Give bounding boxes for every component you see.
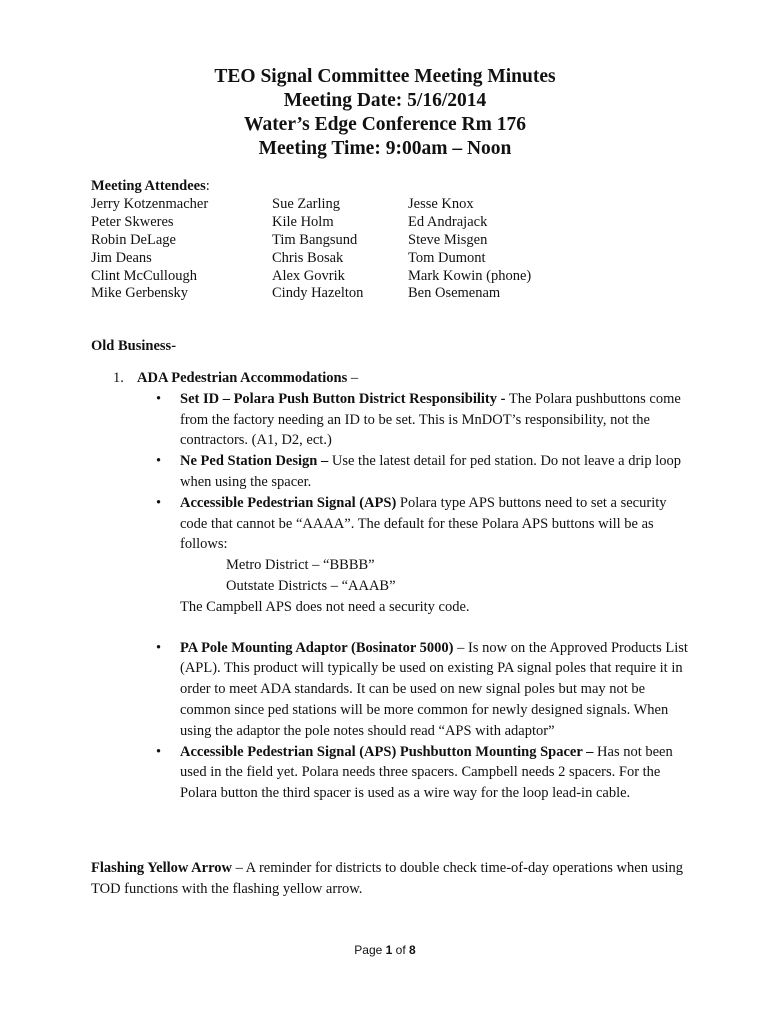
- attendee-name: Robin DeLage: [91, 231, 176, 248]
- flashing-yellow-arrow-paragraph: [91, 858, 691, 900]
- bullet-marker: •: [156, 453, 162, 470]
- bullet-list: [91, 389, 691, 804]
- page-of-label: of: [392, 943, 410, 957]
- attendee-name: Ed Andrajack: [408, 213, 488, 230]
- attendee-name: Jesse Knox: [408, 195, 474, 212]
- bullet-marker: •: [156, 639, 162, 656]
- title-block: [0, 65, 770, 161]
- bullet-bold-text: PA Pole Mounting Adaptor (Bosinator 5000): [180, 639, 454, 656]
- item-number: 1.: [113, 370, 124, 386]
- title-line-4: Meeting Time: 9:00am – Noon: [258, 138, 512, 159]
- bullet-bold-text: Ne Ped Station Design –: [180, 453, 329, 470]
- page-footer: [0, 943, 770, 957]
- blank-line: [180, 618, 691, 638]
- attendees-column-3: [408, 196, 608, 303]
- attendee-name: Jim Deans: [91, 249, 152, 266]
- flashing-yellow-text: – A reminder for districts to double check time-of-day operations when using TOD functions with the flashing yellow arrow.: [91, 860, 683, 897]
- bullet-text: Use the latest detail for ped station. Do not leave a drip loop when using the spacer.: [180, 453, 681, 490]
- attendee-name: Cindy Hazelton: [272, 285, 364, 302]
- security-code-outstate: Outstate Districts – “AAAB”: [226, 577, 396, 594]
- flashing-yellow-heading: Flashing Yellow Arrow: [91, 860, 232, 876]
- attendee-name: Tim Bangsund: [272, 231, 358, 248]
- list-item: [156, 638, 691, 742]
- list-item: [156, 742, 691, 804]
- campbell-note: The Campbell APS does not need a security code.: [180, 598, 470, 615]
- title-line-1: TEO Signal Committee Meeting Minutes: [214, 66, 556, 87]
- list-item: [156, 493, 691, 638]
- bullet-text: – Is now on the Approved Products List (APL). This product will typically be used on existing PA signal poles that require it in order to meet ADA standards. It can be used on new signal poles but may not be common since ped stations will be more common for newly designed signals. When using the adaptor the pole notes should read “APS with adaptor”: [180, 639, 688, 739]
- bullet-marker: •: [156, 390, 162, 407]
- attendee-name: Tom Dumont: [408, 249, 486, 266]
- attendee-name: Clint McCullough: [91, 267, 197, 284]
- page-label: Page: [354, 943, 386, 957]
- bullet-text: Has not been used in the field yet. Polara needs three spacers. Campbell needs 2 spacers. For the Polara button the third spacer is used as a wire way for the loop lead-in cable.: [180, 743, 673, 802]
- attendee-name: Chris Bosak: [272, 249, 344, 266]
- attendees-heading: [91, 178, 608, 196]
- item-title-wrap: [113, 368, 358, 389]
- list-item: [156, 389, 691, 451]
- attendee-name: Alex Govrik: [272, 267, 345, 284]
- attendees-heading-colon: :: [205, 178, 210, 194]
- list-item: [156, 451, 691, 493]
- attendee-name: Ben Osemenam: [408, 285, 501, 302]
- attendees-heading-text: Meeting Attendees: [91, 178, 206, 194]
- bullet-bold-text: Set ID – Polara Push Button District Responsibility -: [180, 390, 506, 407]
- page-total: 8: [409, 943, 416, 957]
- item-title: ADA Pedestrian Accommodations: [137, 370, 348, 386]
- bullet-text: The Polara pushbuttons come from the factory needing an ID to be set. This is MnDOT’s responsibility, not the contractors. (A1, D2, ect.): [180, 390, 681, 449]
- bullet-marker: •: [156, 743, 162, 760]
- old-business-content: [91, 368, 691, 804]
- attendee-name: Kile Holm: [272, 213, 334, 230]
- page-number: 1: [385, 943, 393, 957]
- attendees-section: [91, 178, 608, 303]
- bullet-bold-text: Accessible Pedestrian Signal (APS) Pushbutton Mounting Spacer –: [180, 743, 594, 760]
- attendee-name: Mike Gerbensky: [91, 285, 189, 302]
- attendee-name: Peter Skweres: [91, 213, 174, 230]
- old-business-heading: Old Business-: [91, 338, 177, 354]
- numbered-item: [91, 368, 691, 389]
- security-code-metro: Metro District – “BBBB”: [226, 557, 375, 574]
- bullet-text: Polara type APS buttons need to set a security code that cannot be “AAAA”. The default for these Polara APS buttons will be as follows:: [180, 494, 667, 553]
- title-line-2: Meeting Date: 5/16/2014: [283, 90, 487, 111]
- bullet-bold-text: Accessible Pedestrian Signal (APS): [180, 494, 397, 511]
- item-title-suffix: –: [347, 370, 359, 386]
- bullet-marker: •: [156, 494, 162, 511]
- attendee-name: Jerry Kotzenmacher: [91, 195, 209, 212]
- attendees-column-2: [272, 196, 408, 303]
- attendees-columns: [91, 196, 608, 303]
- attendee-name: Sue Zarling: [272, 195, 341, 212]
- attendee-name: Steve Misgen: [408, 231, 488, 248]
- title-line-3: Water’s Edge Conference Rm 176: [244, 114, 526, 135]
- attendees-column-1: [91, 196, 272, 303]
- attendee-name: Mark Kowin (phone): [408, 267, 532, 284]
